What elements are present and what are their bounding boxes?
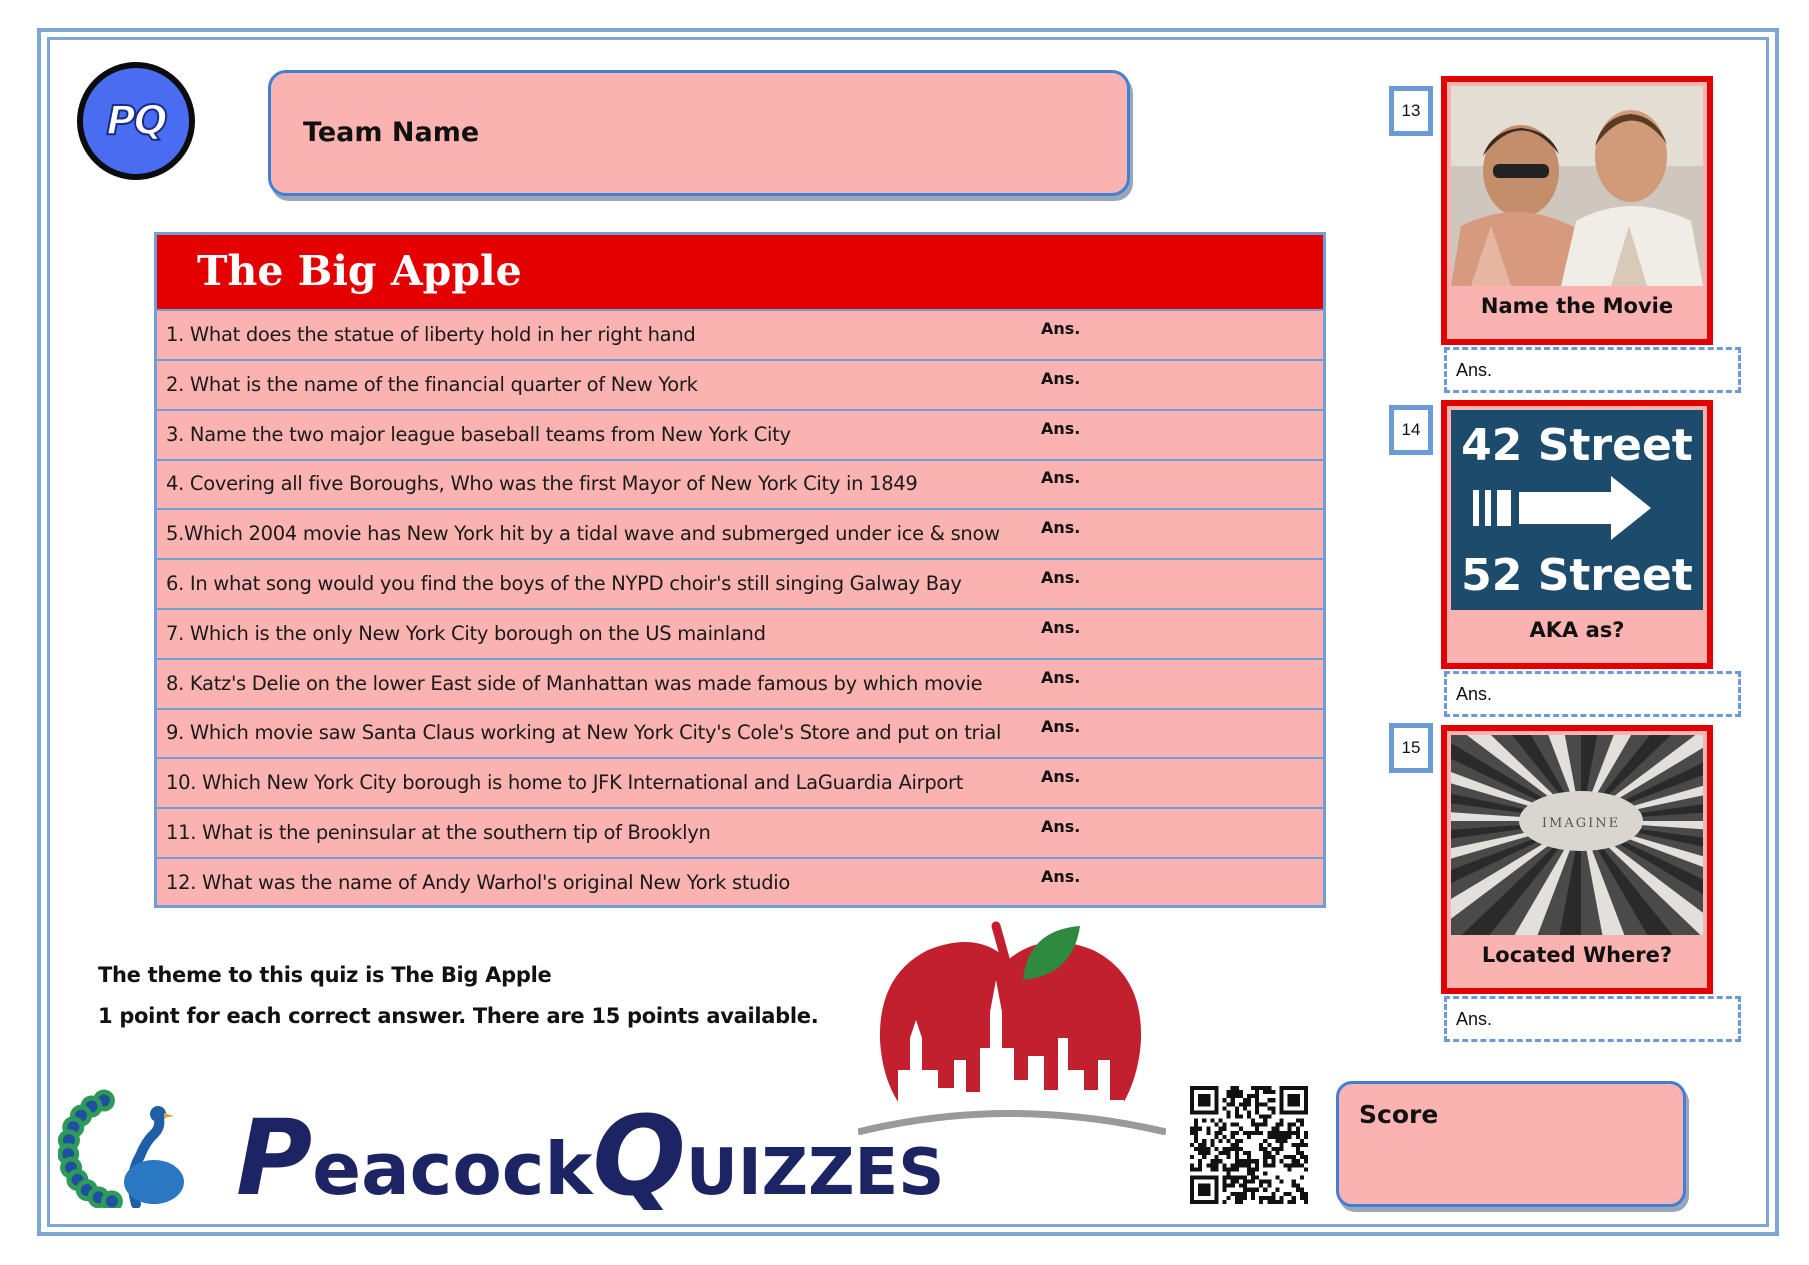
question-text: 8. Katz's Delie on the lower East side of Manhattan was made famous by which movie (166, 671, 983, 695)
question-row (157, 759, 1323, 809)
question-row (157, 859, 1323, 909)
score-label: Score (1359, 1100, 1439, 1129)
question-row (157, 411, 1323, 461)
answer-label[interactable]: Ans. (1041, 667, 1081, 687)
answer-label[interactable]: Ans. (1041, 418, 1081, 438)
question-text: 7. Which is the only New York City borough on the US mainland (166, 621, 766, 645)
picture-label-14: AKA as? (1529, 618, 1625, 642)
answer-field-15[interactable] (1444, 996, 1741, 1042)
answer-field-13[interactable] (1444, 347, 1741, 393)
picture-label-15: Located Where? (1481, 943, 1673, 967)
answer-field-14[interactable] (1444, 671, 1741, 717)
question-row (157, 610, 1323, 660)
question-row (157, 311, 1323, 361)
answer-label[interactable]: Ans. (1041, 617, 1081, 637)
imagine-mosaic-image (1451, 735, 1703, 935)
sign-text-top: 42 Street (1461, 420, 1693, 471)
question-row (157, 510, 1323, 560)
answer-label[interactable]: Ans. (1041, 368, 1081, 388)
question-text: 3. Name the two major league baseball teams from New York City (166, 422, 791, 446)
question-number-13: 13 (1389, 86, 1433, 136)
movie-still-image (1451, 86, 1703, 286)
quiz-title: The Big Apple (197, 247, 522, 295)
question-number-15: 15 (1389, 723, 1433, 773)
team-name-label: Team Name (303, 117, 480, 148)
answer-prefix-13: Ans. (1456, 360, 1493, 380)
picture-card-13 (1441, 76, 1713, 345)
picture-label-13: Name the Movie (1480, 294, 1674, 318)
question-text: 4. Covering all five Boroughs, Who was the first Mayor of New York City in 1849 (166, 472, 918, 496)
question-text: 9. Which movie saw Santa Claus working at New York City's Cole's Store and put on trial (166, 721, 1002, 745)
peacock-quizzes-wordmark (236, 1092, 944, 1220)
question-number-14: 14 (1389, 405, 1433, 455)
question-row (157, 660, 1323, 710)
question-text: 2. What is the name of the financial quarter of New York (166, 372, 698, 396)
team-name-field[interactable] (268, 70, 1130, 196)
brand-text-eacock: eacock (312, 1127, 593, 1211)
question-row (157, 809, 1323, 859)
brand-letter-p: P (236, 1097, 313, 1219)
answer-prefix-14: Ans. (1456, 684, 1493, 704)
brand-letter-q: Q (592, 1092, 686, 1220)
question-text: 11. What is the peninsular at the southern tip of Brooklyn (166, 821, 711, 844)
answer-label[interactable]: Ans. (1041, 767, 1081, 787)
question-text: 5.Which 2004 movie has New York hit by a tidal wave and submerged under ice & snow (166, 522, 1000, 546)
pq-logo-text: PQ (106, 98, 166, 144)
question-text: 10. Which New York City borough is home to JFK International and LaGuardia Airport (166, 771, 964, 795)
question-row (157, 361, 1323, 411)
score-field[interactable] (1336, 1081, 1686, 1207)
answer-label[interactable]: Ans. (1041, 518, 1081, 538)
answer-label[interactable]: Ans. (1041, 817, 1081, 836)
answer-label[interactable]: Ans. (1041, 568, 1081, 587)
points-line: 1 point for each correct answer. There are 15 points available. (98, 1004, 819, 1028)
quiz-question-table (154, 232, 1326, 908)
mosaic-text: IMAGINE (1541, 816, 1621, 831)
question-row (157, 460, 1323, 510)
question-text: 12. What was the name of Andy Warhol's original New York studio (166, 870, 791, 894)
theme-line: The theme to this quiz is The Big Apple (98, 963, 552, 987)
picture-card-14 (1441, 400, 1713, 669)
picture-card-15 (1441, 725, 1713, 994)
pq-logo (77, 62, 195, 180)
answer-label[interactable]: Ans. (1041, 866, 1081, 886)
street-sign-image (1451, 410, 1703, 610)
answer-label[interactable]: Ans. (1041, 319, 1081, 338)
answer-label[interactable]: Ans. (1041, 717, 1081, 737)
question-text: 6. In what song would you find the boys of the NYPD choir's still singing Galway Bay (166, 572, 962, 595)
sign-text-bottom: 52 Street (1461, 550, 1693, 601)
question-row (157, 560, 1323, 610)
question-text: 1. What does the statue of liberty hold in her right hand (166, 323, 696, 346)
quiz-title-header (157, 235, 1323, 311)
brand-text-uizzes: UIZZES (685, 1136, 945, 1210)
answer-prefix-15: Ans. (1456, 1009, 1493, 1029)
peacock-illustration (58, 1086, 212, 1208)
question-row (157, 709, 1323, 759)
answer-label[interactable]: Ans. (1041, 468, 1081, 488)
qr-code[interactable] (1190, 1086, 1308, 1204)
